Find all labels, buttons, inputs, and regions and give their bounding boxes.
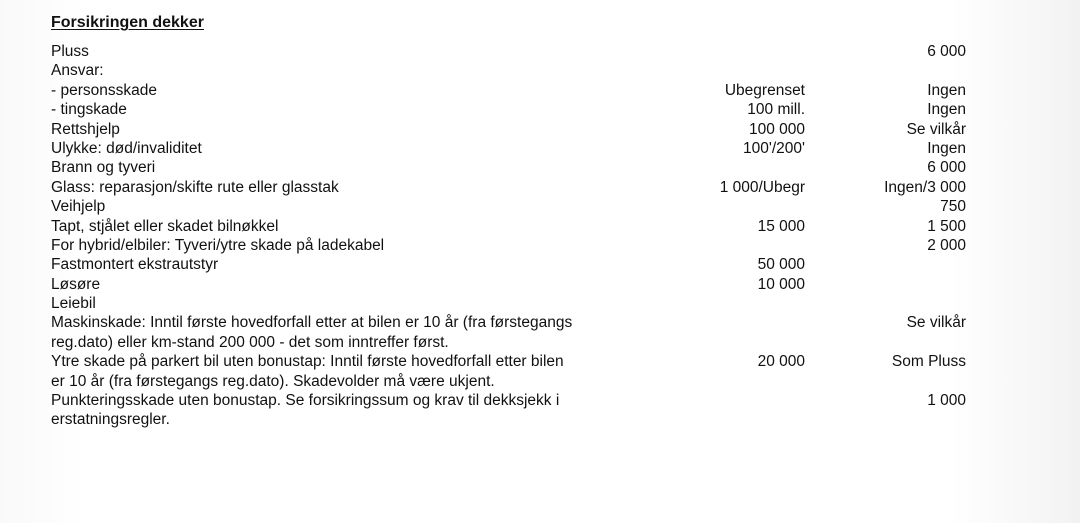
coverage-row: [51, 275, 971, 294]
coverage-row: [51, 178, 971, 197]
coverage-row: [51, 61, 971, 80]
coverage-deductible: Ingen: [927, 139, 966, 157]
coverage-label-line: Maskinskade: Inntil første hovedforfall etter at bilen er 10 år (fra førstegangs: [51, 314, 573, 332]
coverage-sum: 10 000: [757, 275, 805, 293]
coverage-sum: 20 000: [757, 353, 805, 371]
coverage-label: Glass: reparasjon/skifte rute eller glasstak: [51, 178, 339, 196]
coverage-deductible: 1 500: [927, 217, 966, 235]
coverage-deductible: Se vilkår: [906, 314, 966, 332]
coverage-sum: Ubegrenset: [724, 81, 805, 99]
coverage-deductible: 1 000: [927, 392, 966, 410]
coverage-row: [51, 391, 971, 430]
coverage-label-line: Ytre skade på parkert bil uten bonustap: Inntil første hovedforfall etter bilen: [51, 353, 564, 371]
coverage-row: [51, 42, 971, 61]
coverage-label: Veihjelp: [51, 198, 106, 216]
coverage-sum: 15 000: [757, 217, 805, 235]
coverage-sum: 100 000: [748, 120, 805, 138]
coverage-deductible: Se vilkår: [906, 120, 966, 138]
coverage-label: Fastmontert ekstrautstyr: [51, 256, 219, 274]
coverage-row: [51, 255, 971, 274]
coverage-label-line: er 10 år (fra førstegangs reg.dato). Skadevolder må være ukjent.: [51, 372, 495, 390]
coverage-label: Brann og tyveri: [51, 159, 156, 177]
coverage-row: [51, 352, 971, 391]
coverage-label: Tapt, stjålet eller skadet bilnøkkel: [51, 217, 279, 235]
coverage-deductible: 6 000: [927, 43, 966, 60]
coverage-label: Rettshjelp: [51, 120, 120, 138]
coverage-sum: 50 000: [757, 256, 805, 274]
coverage-label: Ansvar:: [51, 62, 104, 80]
coverage-label: Pluss: [51, 43, 89, 60]
coverage-label-line: Punkteringsskade uten bonustap. Se forsikringssum og krav til dekksjekk i: [51, 392, 560, 410]
coverage-label: - personsskade: [51, 81, 157, 99]
section-heading: Forsikringen dekker: [51, 14, 204, 31]
coverage-row: [51, 100, 971, 119]
coverage-deductible: Som Pluss: [891, 353, 966, 371]
coverage-deductible: 750: [940, 198, 966, 216]
coverage-row: [51, 120, 971, 139]
coverage-row: [51, 197, 971, 216]
coverage-label: For hybrid/elbiler: Tyveri/ytre skade på ladekabel: [51, 236, 385, 254]
coverage-row: [51, 139, 971, 158]
coverage-label-line: reg.dato) eller km-stand 200 000 - det som inntreffer først.: [51, 333, 449, 351]
coverage-label: - tingskade: [51, 101, 127, 119]
coverage-deductible: 2 000: [927, 236, 966, 254]
coverage-row: [51, 313, 971, 352]
coverage-row: [51, 294, 971, 313]
coverage-row: [51, 158, 971, 177]
coverage-label: Leiebil: [51, 295, 96, 313]
coverage-deductible: 6 000: [927, 159, 966, 177]
coverage-label-line: erstatningsregler.: [51, 411, 170, 429]
coverage-row: [51, 81, 971, 100]
coverage-sum: 100'/200': [743, 139, 805, 157]
coverage-label: Løsøre: [51, 275, 101, 293]
coverage-row: [51, 217, 971, 236]
coverage-deductible: Ingen: [927, 81, 966, 99]
coverage-row: [51, 236, 971, 255]
coverage-sum: 1 000/Ubegr: [719, 178, 805, 196]
coverage-deductible: Ingen: [927, 101, 966, 119]
coverage-table: [51, 42, 971, 430]
coverage-deductible: Ingen/3 000: [884, 178, 966, 196]
coverage-label: Ulykke: død/invaliditet: [51, 139, 202, 157]
coverage-sum: 100 mill.: [747, 101, 805, 119]
